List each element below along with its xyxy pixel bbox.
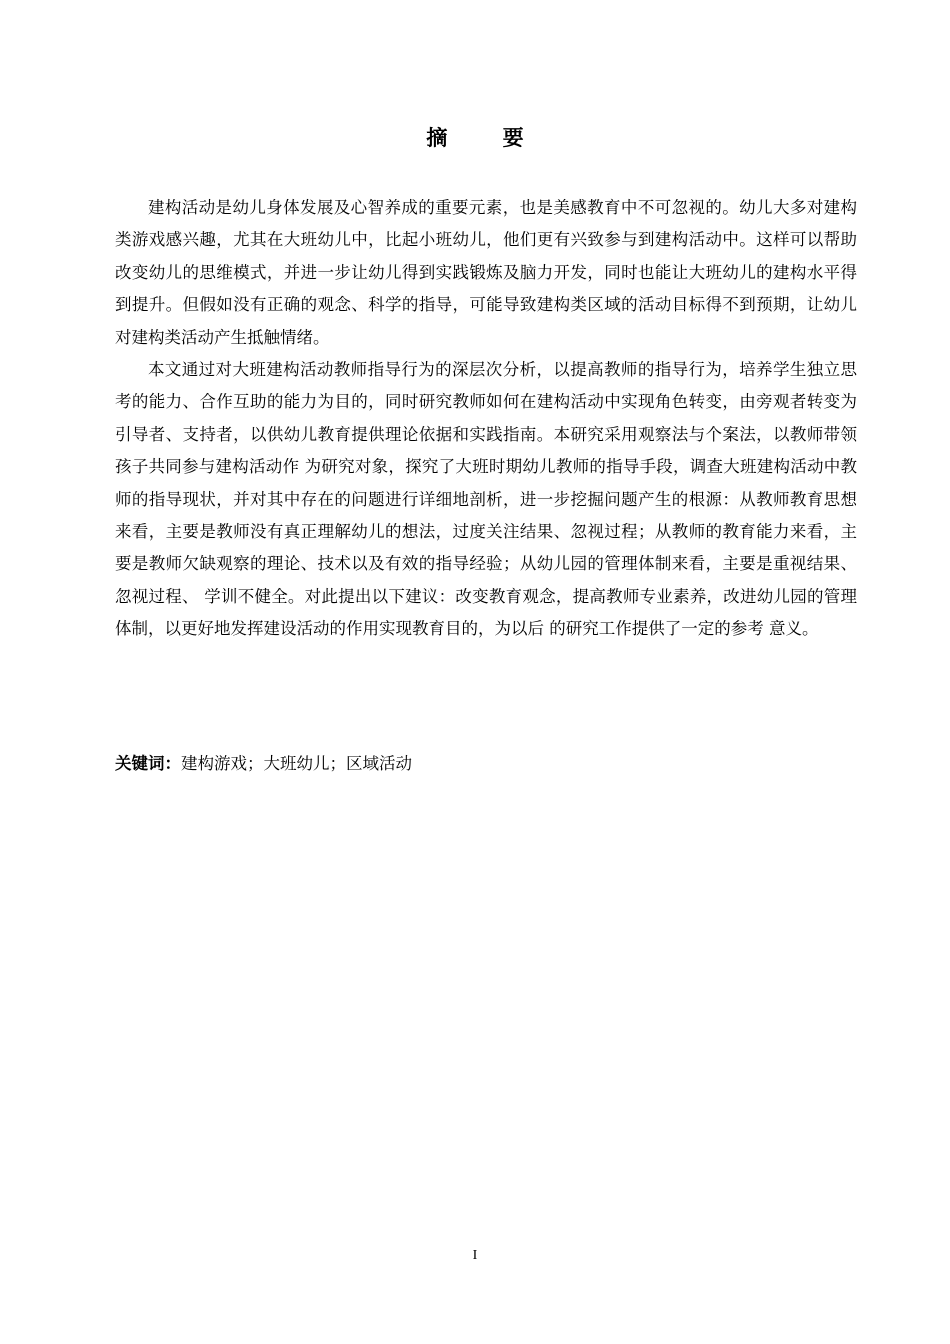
abstract-body — [115, 192, 857, 646]
page-title: 摘 要 — [426, 126, 548, 150]
keywords-line — [115, 749, 857, 779]
keywords-label: 关键词： — [115, 754, 181, 773]
abstract-paragraph-1: 建构活动是幼儿身体发展及心智养成的重要元素，也是美感教育中不可忽视的。幼儿大多对建构类游戏感兴趣，尤其在大班幼儿中，比起小班幼儿，他们更有兴致参与到建构活动中。这样可以帮助改变幼儿的思维模式，并进一步让幼儿得到实践锻炼及脑力开发，同时也能让大班幼儿的建构水平得到提升。但假如没有正确的观念、科学的指导，可能导致建构类区域的活动目标得不到预期，让幼儿对建构类活动产生抵触情绪。 — [115, 198, 857, 347]
page-number: I — [472, 1248, 478, 1263]
abstract-paragraph-2: 本文通过对大班建构活动教师指导行为的深层次分析，以提高教师的指导行为，培养学生独立思考的能力、合作互助的能力为目的，同时研究教师如何在建构活动中实现角色转变，由旁观者转变为引导者、支持者，以供幼儿教育提供理论依据和实践指南。本研究采用观察法与个案法，以教师带领孩子共同参与建构活动作 为研究对象，探究了大班时期幼儿教师的指导手段，调查大班建构活动中教师的指导现状，并对其中存在的问题进行详细地剖析，进一步挖掘问题产生的根源：从教师教育思想来看，主要是教师没有真正理解幼儿的想法，过度关注结果、忽视过程；从教师的教育能力来看，主要是教师欠缺观察的理论、技术以及有效的指导经验；从幼儿园的管理体制来看，主要是重视结果、忽视过程、 学训不健全。对此提出以下建议：改变教育观念，提高教师专业素养，改进幼儿园的管理 体制，以更好地发挥建设活动的作用实现教育目的，为以后 的研究工作提供了一定的参考 意义。 — [115, 360, 857, 639]
keywords-text: 建构游戏；大班幼儿；区域活动 — [181, 754, 412, 773]
